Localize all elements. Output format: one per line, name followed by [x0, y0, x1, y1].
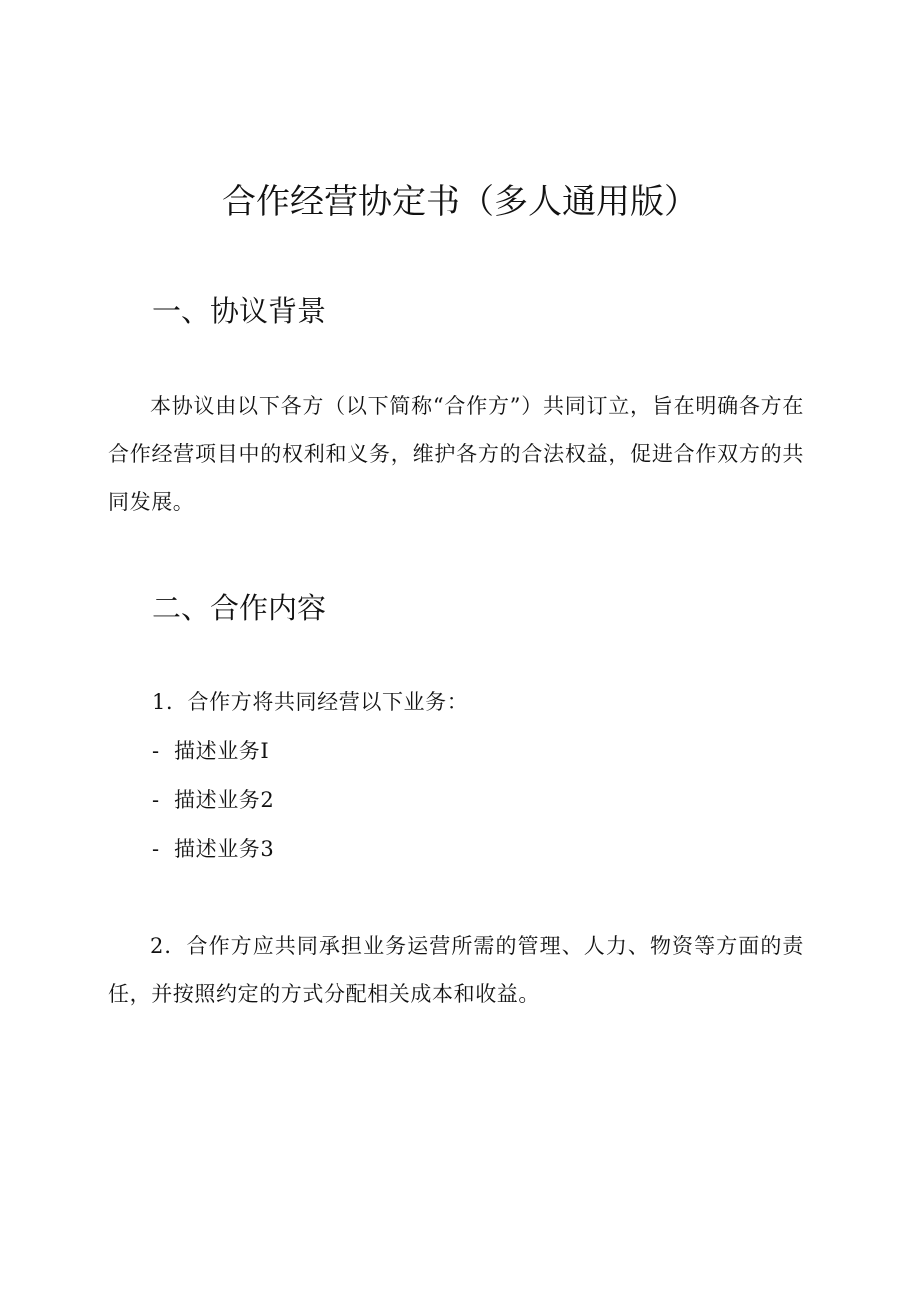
list-item: [152, 735, 269, 767]
content-item-1: 1．合作方将共同经营以下业务：: [152, 690, 469, 714]
list-marker: -: [152, 788, 160, 812]
list-item: [152, 833, 274, 865]
background-paragraph: 本协议由以下各方（以下简称“合作方”）共同订立，旨在明确各方在合作经营项目中的权利和义务，维护各方的合法权益，促进合作双方的共同发展。: [108, 394, 804, 514]
list-item-text: 描述业务I: [174, 739, 270, 763]
list-item-text: 描述业务2: [174, 788, 275, 812]
document-title: 合作经营协定书（多人通用版）: [222, 182, 698, 222]
list-item: [152, 784, 274, 816]
content-item-2: 2．合作方应共同承担业务运营所需的管理、人力、物资等方面的责任，并按照约定的方式分配相关成本和收益。: [108, 934, 804, 1006]
list-marker: -: [152, 739, 160, 763]
list-marker: -: [152, 837, 160, 861]
section-heading-background: 一、协议背景: [152, 294, 327, 328]
list-item-text: 描述业务3: [174, 837, 275, 861]
section-heading-content: 二、合作内容: [152, 591, 327, 625]
